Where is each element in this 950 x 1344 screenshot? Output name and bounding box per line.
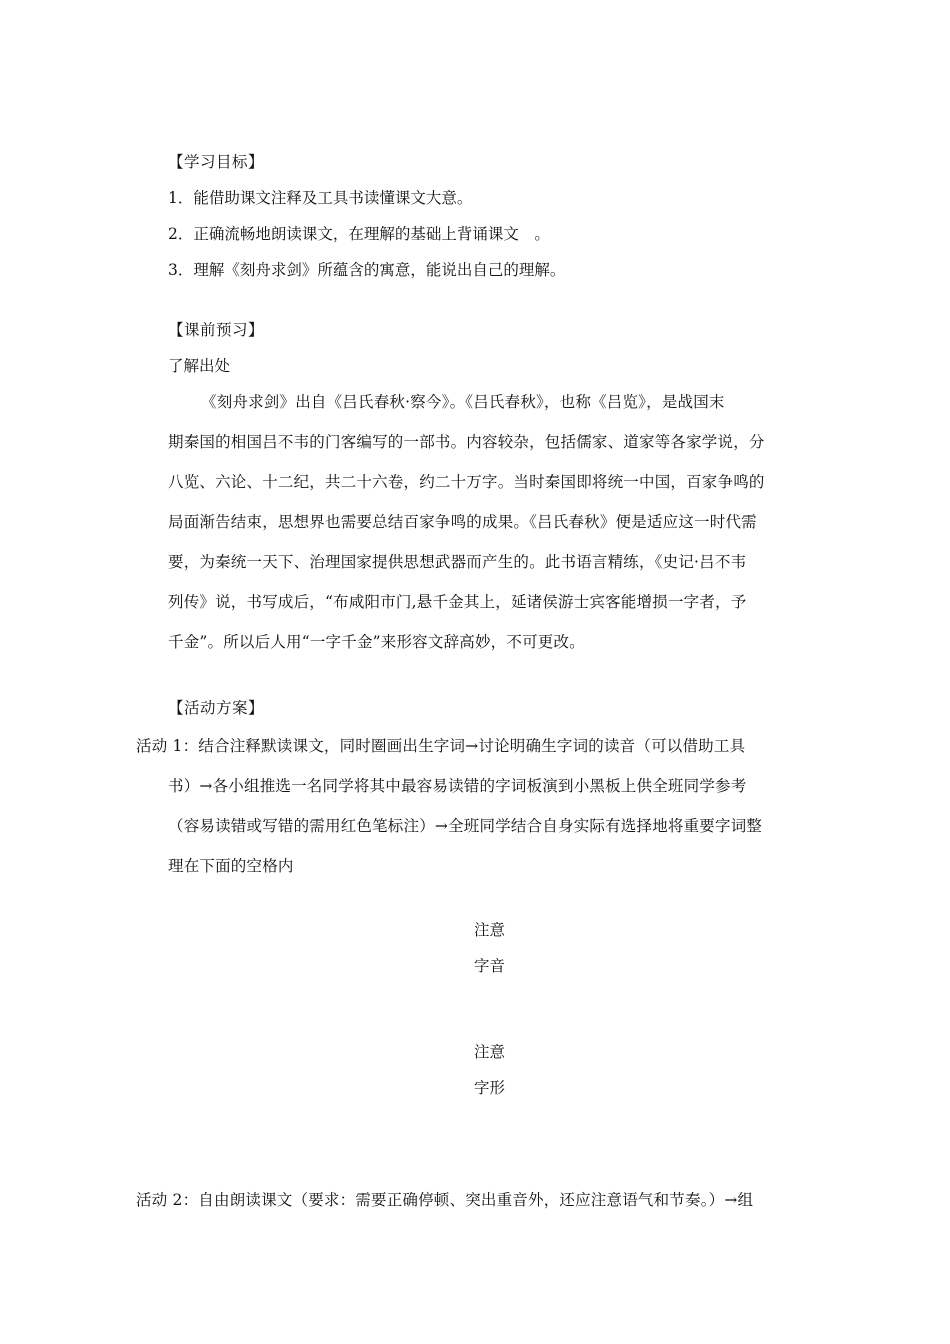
- form-label-line-1: 注意: [474, 1043, 506, 1061]
- preview-paragraph-line-3: 八览、六论、十二纪，共二十六卷，约二十万字。当时秦国即将统一中国，百家争鸣的: [168, 473, 765, 491]
- objectives-heading: 【学习目标】: [168, 153, 265, 171]
- activity1-line-3: （容易读错或写错的需用红色笔标注）→全班同学结合自身实际有选择地将重要字词整: [168, 817, 763, 835]
- pronunciation-label-line-2: 字音: [474, 957, 506, 975]
- activity2-line-1: 活动 2：自由朗读课文（要求：需要正确停顿、突出重音外，还应注意语气和节奏。）→组: [136, 1191, 754, 1209]
- activity1-line-2: 书）→各小组推选一名同学将其中最容易读错的字词板演到小黑板上供全班同学参考: [168, 777, 747, 795]
- activities-heading: 【活动方案】: [168, 699, 265, 717]
- preview-subheading: 了解出处: [168, 357, 231, 375]
- preview-paragraph-line-7: 千金”。所以后人用“一字千金”来形容文辞高妙，不可更改。: [168, 633, 585, 651]
- objective-item-2: 2．正确流畅地朗读课文，在理解的基础上背诵课文 。: [168, 225, 550, 243]
- activity1-line-1: 活动 1：结合注释默读课文，同时圈画出生字词→讨论明确生字词的读音（可以借助工具: [136, 737, 746, 755]
- preview-paragraph-line-2: 期秦国的相国吕不韦的门客编写的一部书。内容较杂，包括儒家、道家等各家学说，分: [168, 433, 765, 451]
- activity1-line-4: 理在下面的空格内: [168, 857, 294, 875]
- objective-item-3: 3．理解《刻舟求剑》所蕴含的寓意，能说出自己的理解。: [168, 261, 566, 279]
- form-label-line-2: 字形: [474, 1079, 506, 1097]
- preview-paragraph-line-4: 局面渐告结束，思想界也需要总结百家争鸣的成果。《吕氏春秋》便是适应这一时代需: [168, 513, 757, 531]
- preview-heading: 【课前预习】: [168, 321, 265, 339]
- preview-paragraph-line-6: 列传》说，书写成后，“布咸阳市门,悬千金其上，延诸侯游士宾客能增损一字者，予: [168, 593, 747, 611]
- pronunciation-label-line-1: 注意: [474, 921, 506, 939]
- preview-paragraph-line-1: 《刻舟求剑》出自《吕氏春秋·察今》。《吕氏春秋》，也称《吕览》，是战国末: [201, 393, 725, 411]
- preview-paragraph-line-5: 要，为秦统一天下、治理国家提供思想武器而产生的。此书语言精练，《史记·吕不韦: [168, 553, 747, 571]
- objective-item-1: 1．能借助课文注释及工具书读懂课文大意。: [168, 189, 473, 207]
